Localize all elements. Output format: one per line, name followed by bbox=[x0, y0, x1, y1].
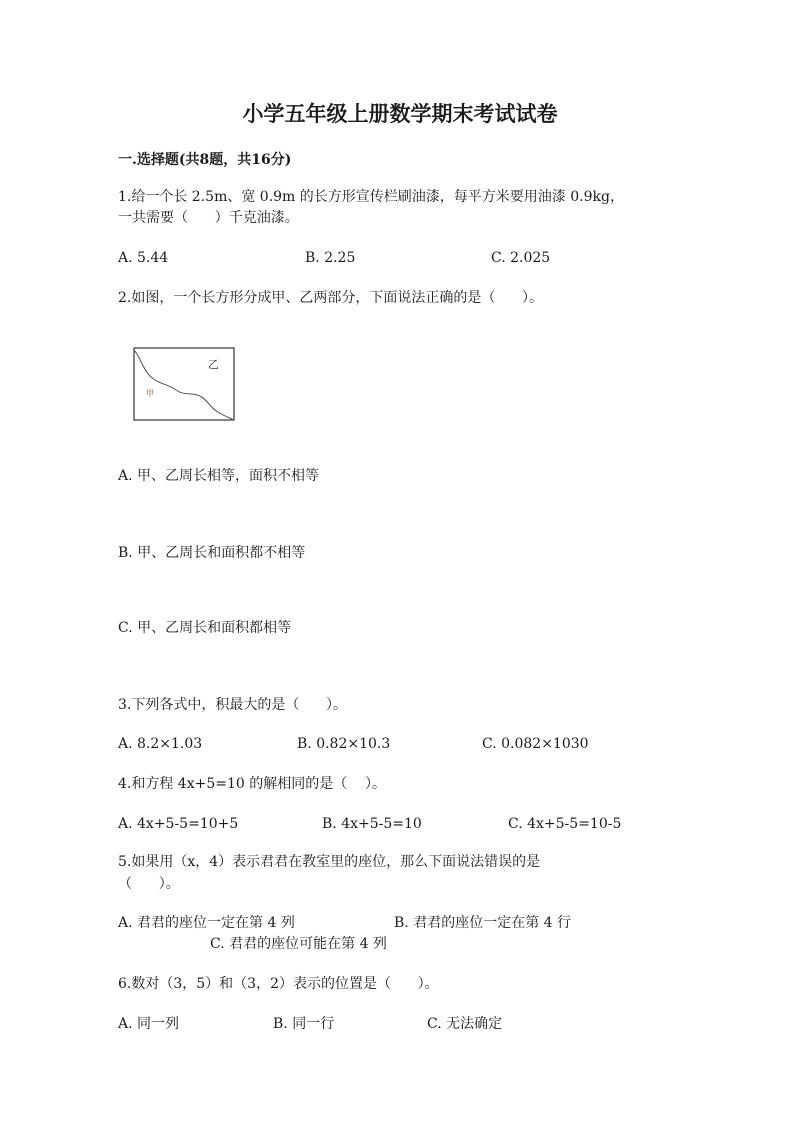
q1-stem-line1: 1.给一个长 2.5m、宽 0.9m 的长方形宣传栏刷油漆，每平方米要用油漆 0.9kg， bbox=[118, 189, 624, 205]
q2-option-a: A. 甲、乙周长相等，面积不相等 bbox=[118, 468, 320, 484]
q3-option-b: B. 0.82×10.3 bbox=[297, 736, 391, 752]
q6-option-c: C. 无法确定 bbox=[427, 1016, 503, 1032]
label-yi: 乙 bbox=[208, 358, 219, 371]
q1-stem-line2: 一共需要（ ）千克油漆。 bbox=[118, 210, 299, 226]
q1-option-c: C. 2.025 bbox=[491, 250, 551, 266]
q4-option-b: B. 4x+5-5=10 bbox=[322, 816, 422, 832]
q2-stem: 2.如图，一个长方形分成甲、乙两部分，下面说法正确的是（ ）。 bbox=[118, 290, 544, 306]
label-jia: 甲 bbox=[146, 389, 154, 398]
section-heading: 一.选择题(共8题，共16分) bbox=[118, 152, 292, 168]
q5-option-c: C. 君君的座位可能在第 4 列 bbox=[210, 936, 387, 952]
q3-option-a: A. 8.2×1.03 bbox=[118, 736, 203, 752]
rectangle-figure bbox=[132, 346, 236, 422]
q6-stem: 6.数对（3，5）和（3，2）表示的位置是（ ）。 bbox=[118, 976, 439, 992]
q3-option-c: C. 0.082×1030 bbox=[482, 736, 589, 752]
q2-option-b: B. 甲、乙周长和面积都不相等 bbox=[118, 545, 306, 561]
q3-stem: 3.下列各式中，积最大的是（ ）。 bbox=[118, 697, 348, 713]
q4-option-c: C. 4x+5-5=10-5 bbox=[508, 816, 622, 832]
q4-stem: 4.和方程 4x+5=10 的解相同的是（ ）。 bbox=[118, 776, 387, 792]
figure-outline bbox=[134, 348, 234, 420]
dividing-curve bbox=[134, 350, 234, 420]
q6-option-b: B. 同一行 bbox=[273, 1016, 335, 1032]
q2-option-c: C. 甲、乙周长和面积都相等 bbox=[118, 620, 292, 636]
q1-option-a: A. 5.44 bbox=[118, 250, 169, 266]
q6-option-a: A. 同一列 bbox=[118, 1016, 180, 1032]
q5-option-b: B. 君君的座位一定在第 4 行 bbox=[394, 915, 571, 931]
q5-stem-line2: （ ）。 bbox=[118, 876, 180, 892]
q4-option-a: A. 4x+5-5=10+5 bbox=[118, 816, 239, 832]
page-title: 小学五年级上册数学期末考试试卷 bbox=[242, 101, 558, 126]
q5-option-a: A. 君君的座位一定在第 4 列 bbox=[118, 915, 295, 931]
q5-stem-line1: 5.如果用（x，4）表示君君在教室里的座位，那么下面说法错误的是 bbox=[118, 854, 541, 870]
q1-option-b: B. 2.25 bbox=[305, 250, 356, 266]
